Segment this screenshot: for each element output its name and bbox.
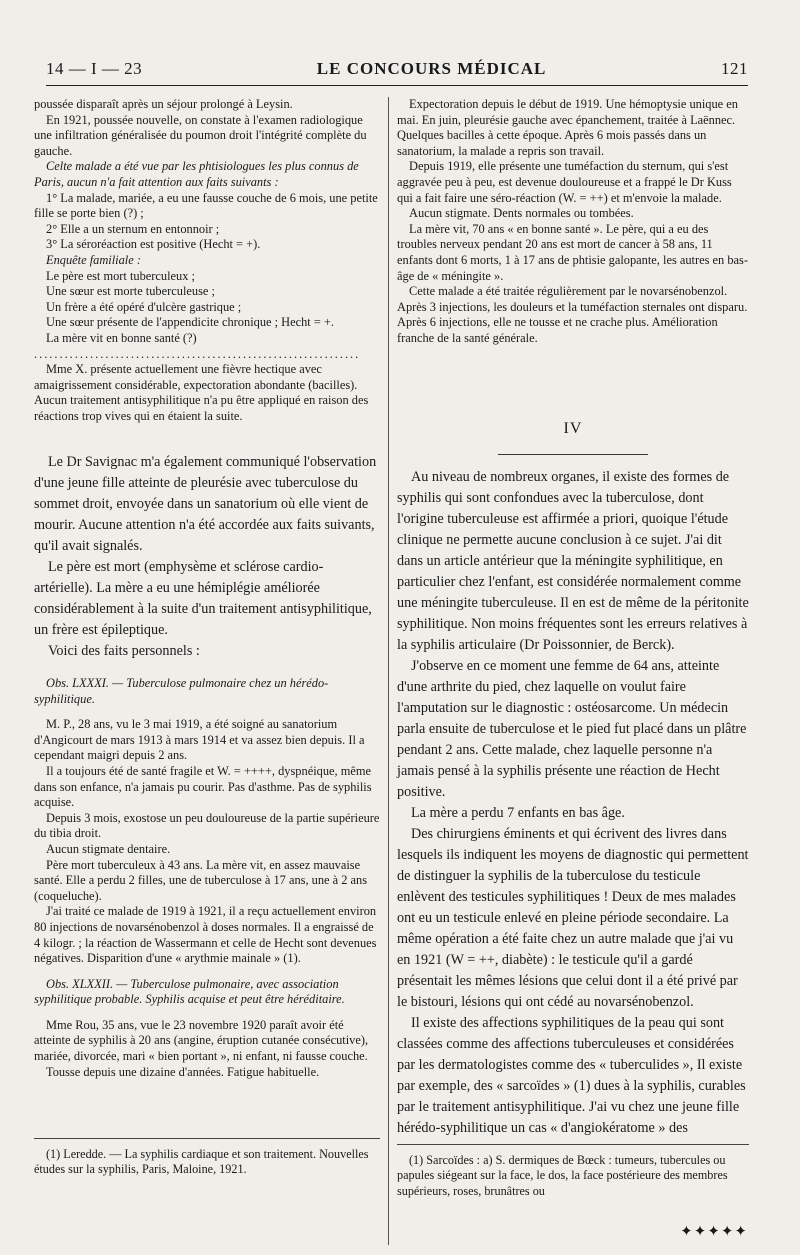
paragraph: La mère a perdu 7 enfants en bas âge. bbox=[411, 805, 625, 821]
paragraph: Il a toujours été de santé fragile et W. = ++++, dyspnéique, même dans son enfance, n'a jamais pu courir. Pas d'asthme. Pas de syphilis acquise. bbox=[34, 763, 372, 810]
paragraph: Voici des faits personnels : bbox=[48, 643, 200, 659]
paragraph: Le père est mort (emphysème et sclérose cardio-artérielle). La mère a eu une hémiplégie améliorée considérablement à la suite d'un traitement antisyphilitique, un frère est épileptique. bbox=[34, 559, 372, 638]
section-number: IV bbox=[563, 420, 583, 437]
page-number: 121 bbox=[721, 59, 748, 78]
paragraph: Des chirurgiens éminents et qui écrivent des livres dans lesquels ils indiquent les moyens de diagnostic qui permettent de distinguer la syphilis de la tuberculose du testicule enlèvent des testicules syphilitiques ! Deux de mes malades ont eu un testicule enlevé en pleine période secondaire. La même opération a été faite chez un autre malade que j'ai vu en 1921 (W = ++, diabète) : le testicule qu'il a gardé présentait les mêmes lésions que celui dont il a été privé par le bistouri, lésions qui ont cédé au novarsénobenzol. bbox=[397, 826, 749, 1010]
list-item: Un frère a été opéré d'ulcère gastrique ; bbox=[46, 299, 242, 314]
right-footnote-area bbox=[397, 1134, 749, 1199]
footnote: (1) Sarcoïdes : a) S. dermiques de Bœck : tumeurs, tubercules ou papules siégeant sur la face, le dos, la face postérieure des membres supérieurs, roses, brunâtres ou bbox=[397, 1153, 728, 1198]
paragraph: J'ai traité ce malade de 1919 à 1921, il a reçu actuellement environ 80 injections de novarsénobenzol à doses normales. Il a engraissé de 4 kilogr. ; la réaction de Wassermann et celle de Hecht sont devenues négatives. Disparition d'une « arythmie mainale » (1). bbox=[34, 904, 377, 966]
paragraph: Depuis 3 mois, exostose un peu douloureuse de la partie supérieure du tibia droit. bbox=[34, 810, 380, 841]
right-column-body bbox=[397, 406, 749, 1139]
left-column-body bbox=[34, 452, 380, 1080]
issue-number: 14 — I — 23 bbox=[46, 59, 143, 78]
paragraph: Aucun stigmate. Dents normales ou tombées. bbox=[409, 206, 634, 221]
list-item: Une sœur présente de l'appendicite chronique ; Hecht = +. bbox=[46, 315, 335, 330]
paragraph: M. P., 28 ans, vu le 3 mai 1919, a été soigné au sanatorium d'Angicourt de mars 1913 à mars 1914 et va assez bien depuis. Il a cependant maigri depuis 2 ans. bbox=[34, 717, 365, 763]
paragraph: Mme Rou, 35 ans, vue le 23 novembre 1920 paraît avoir été atteinte de syphilis à 20 ans (angine, éruption cutanée consécutive), mariée, divorcée, mari « bien portant », ni enfant, ni fausse couche. bbox=[34, 1017, 369, 1064]
paragraph: Père mort tuberculeux à 43 ans. La mère vit, en assez mauvaise santé. Elle a perdu 2 filles, une de tuberculose à 17 ans, une à 2 ans (coqueluche). bbox=[34, 857, 368, 903]
header-rule bbox=[46, 85, 748, 86]
list-item: Le père est mort tuberculeux ; bbox=[46, 268, 195, 283]
ornament-icon: ✦✦✦✦✦ bbox=[680, 1224, 748, 1240]
paragraph: Aucun stigmate dentaire. bbox=[46, 841, 171, 856]
paragraph: La mère vit, 70 ans « en bonne santé ». Le père, qui a eu des troubles nerveux pendant 20 ans est mort de cancer à 58 ans, 11 enfants dont 6 morts, 1 à 17 ans de phtisie galopante, les autres en bas-âge de « méningite ». bbox=[397, 221, 748, 283]
paragraph: En 1921, poussée nouvelle, on constate à l'examen radiologique une infiltration généralisée du poumon droit l'intégrité complète du gauche. bbox=[34, 112, 367, 158]
paragraph: J'observe en ce moment une femme de 64 ans, atteinte d'une arthrite du pied, chez laquelle on voulut faire l'amputation sur le diagnostic : ostéosarcome. Un médecin parla ensuite de tuberculose et le pied fut placé dans un plâtre pendant 2 ans. Cette malade, chez laquelle personne n'a jamais pensé à la syphilis présente une réaction de Hecht positive. bbox=[397, 658, 747, 800]
paragraph: Expectoration depuis le début de 1919. Une hémoptysie unique en mai. En juin, pleurésie gauche avec épanchement, traitée à Laënnec. Quelques bacilles à cette époque. Après 6 mois passés dans un sanatorium, la malade a repris son travail. bbox=[397, 97, 738, 158]
list-item: 1° La malade, mariée, a eu une fausse couche de 6 mois, une petite fille se porte bien (?) ; bbox=[34, 190, 378, 221]
list-item: 2° Elle a un sternum en entonnoir ; bbox=[46, 221, 220, 236]
footnote-rule bbox=[34, 1138, 380, 1139]
observation-title: Obs. LXXXI. — Tuberculose pulmonaire chez un hérédo-syphilitique. bbox=[34, 676, 329, 706]
paragraph: Cette malade a été traitée régulièrement par le novarsénobenzol. Après 3 injections, les douleurs et la tuméfaction sternales ont disparu. Après 6 injections, elle ne tousse et ne crache plus. Amélioration franche de la santé générale. bbox=[397, 284, 748, 345]
observation-title: Obs. XLXXII. — Tuberculose pulmonaire, avec association syphilitique probable. Syphilis acquise et peut être héréditaire. bbox=[34, 976, 345, 1007]
footnote: (1) Leredde. — La syphilis cardiaque et son traitement. Nouvelles études sur la syphilis, Paris, Maloine, 1921. bbox=[34, 1147, 369, 1177]
paragraph: poussée disparaît après un séjour prolongé à Leysin. bbox=[34, 97, 293, 111]
list-item: La mère vit en bonne santé (?) bbox=[46, 330, 197, 345]
left-footnote-area bbox=[34, 1128, 380, 1178]
left-column bbox=[34, 97, 380, 424]
page-header bbox=[46, 56, 748, 82]
list-item: Une sœur est morte tuberculeuse ; bbox=[46, 284, 215, 299]
paragraph: Depuis 1919, elle présente une tuméfaction du sternum, qui s'est aggravée peu à peu, est devenue douloureuse et a frappé le Dr Kuss qui a fait faire une séro-réaction (W. = ++) et m'envoie la malade. bbox=[397, 159, 732, 205]
paragraph: Le Dr Savignac m'a également communiqué l'observation d'une jeune fille atteinte de pleurésie avec tuberculose du sommet droit, envoyée dans un sanatorium où elle vient de mourir. Aucune attention n'a été accordée aux faits suivants, qu'il avait signalés. bbox=[34, 454, 377, 554]
section-rule bbox=[498, 454, 648, 455]
list-item: 3° La séroréaction est positive (Hecht = +). bbox=[46, 237, 261, 252]
right-column bbox=[397, 97, 749, 347]
paragraph: Au niveau de nombreux organes, il existe des formes de syphilis qui sont confondues avec la tuberculose, dont l'origine tuberculeuse est affirmée a priori, quoique l'étude clinique ne permette aucune conclusion à ce sujet. J'ai dit dans un article antérieur que la méningite syphilitique, en particulier chez l'enfant, est considérée normalement comme une méningite tuberculeuse. Il en est de même de la péritonite syphilitique. Non moins fréquentes sont les erreurs relatives à la syphilis articulaire (Dr Poissonnier, de Berck). bbox=[397, 469, 749, 653]
footnote-rule bbox=[397, 1144, 749, 1145]
paragraph: Il existe des affections syphilitiques de la peau qui sont classées comme des affections tuberculeuses et considérées par les dermatologistes comme des « tuberculides », Il existe par exemple, des « sarcoïdes » (1) dues à la syphilis, curables par le traitement antisyphilitique. J'ai vu chez une jeune fille hérédo-syphilitique un cas « d'angiokératome » des bbox=[397, 1015, 746, 1136]
column-divider bbox=[388, 97, 389, 1245]
paragraph: Celte malade a été vue par les phtisiologues les plus connus de Paris, aucun n'a fait attention aux faits suivants : bbox=[34, 159, 359, 189]
enquete-heading: Enquête familiale : bbox=[46, 252, 141, 267]
paragraph: Tousse depuis une dizaine d'années. Fatigue habituelle. bbox=[46, 1064, 320, 1079]
dotted-separator: ................................................................ bbox=[34, 346, 361, 361]
journal-title: LE CONCOURS MÉDICAL bbox=[316, 59, 547, 78]
paragraph: Mme X. présente actuellement une fièvre hectique avec amaigrissement considérable, expectoration abondante (bacilles). Aucun traitement antisyphilitique n'a pu être appliqué en raison des réactions trop vives qui en étaient la suite. bbox=[34, 362, 369, 423]
